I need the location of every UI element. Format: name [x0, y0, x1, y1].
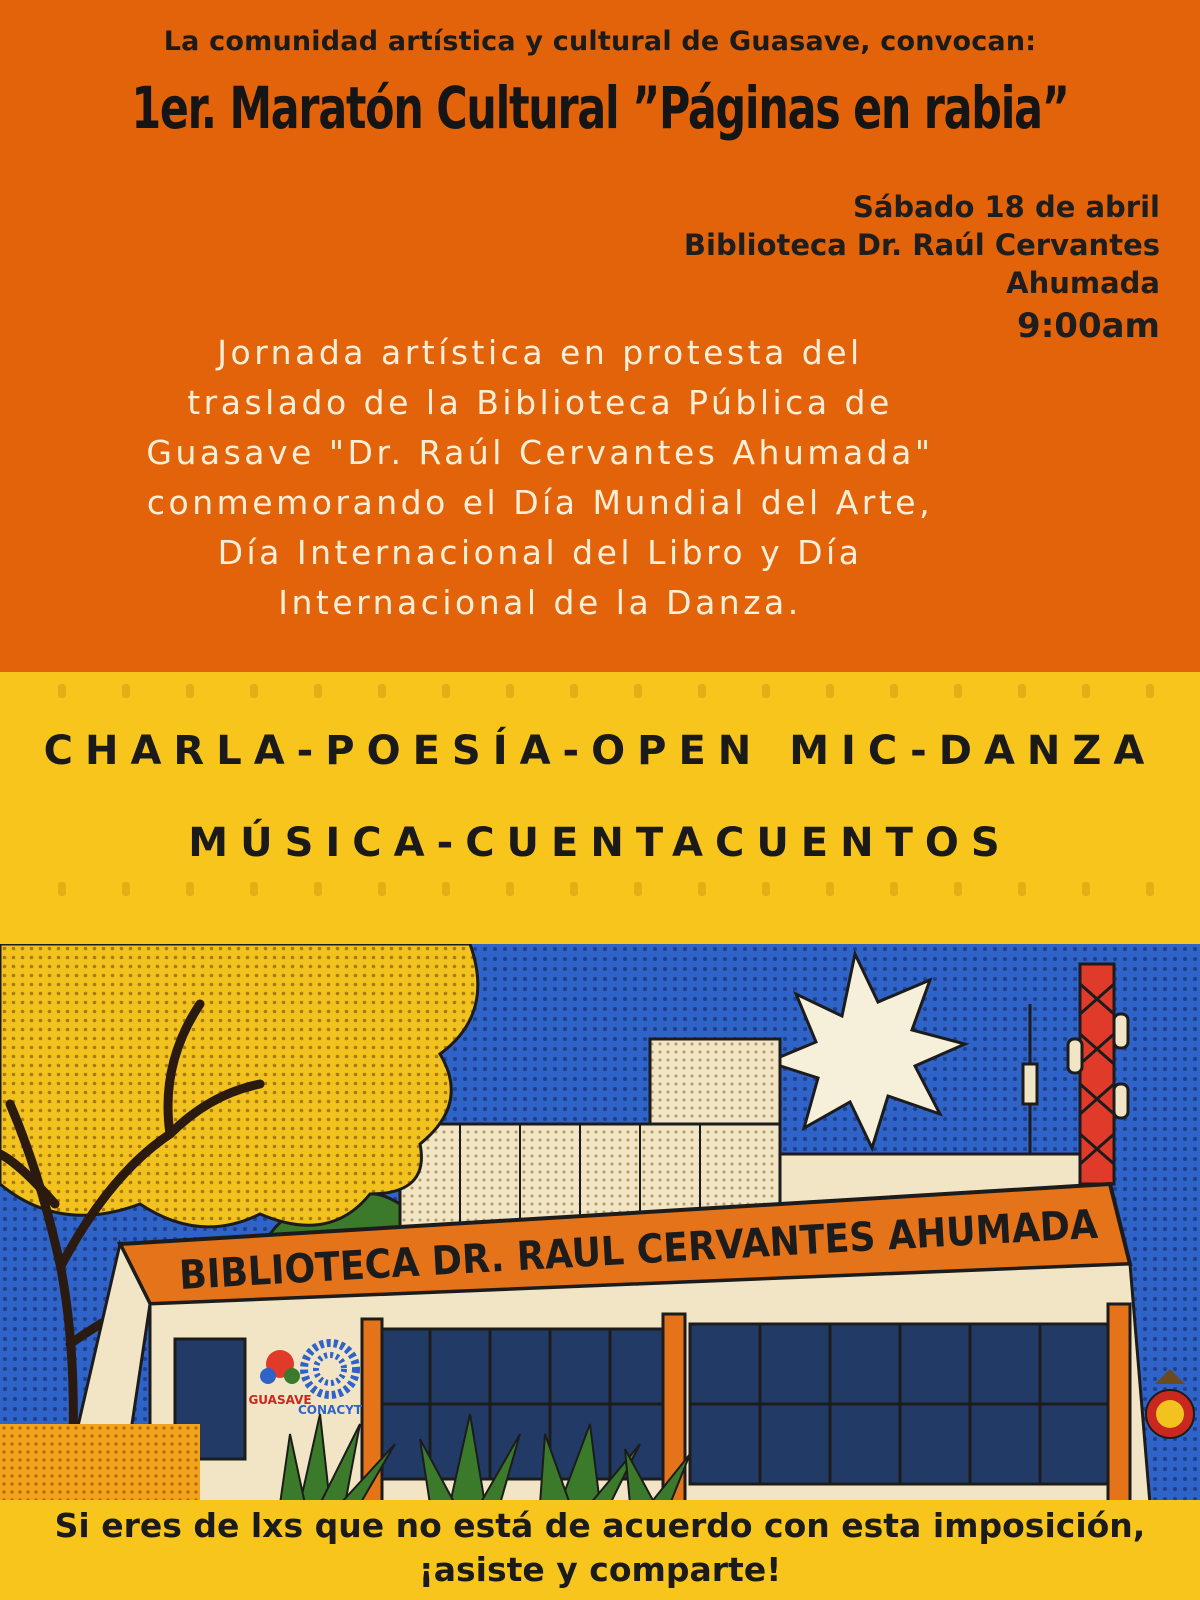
film-dash — [186, 882, 194, 896]
film-dash — [58, 684, 66, 698]
film-dash — [762, 882, 770, 896]
activities-band — [0, 672, 1200, 944]
event-date: Sábado 18 de abril — [852, 190, 1160, 224]
library-illustration — [0, 944, 1200, 1504]
film-dash — [314, 882, 322, 896]
footer-line2: ¡asiste y comparte! — [418, 1550, 782, 1589]
film-dash — [250, 684, 258, 698]
description-line: Internacional de la Danza. — [278, 583, 802, 622]
activities-line2: MÚSICA-CUENTACUENTOS — [188, 820, 1012, 866]
film-dash — [58, 882, 66, 896]
film-dash — [1146, 882, 1154, 896]
event-description — [40, 328, 1040, 628]
event-time: 9:00am — [1017, 306, 1160, 346]
conacyt-logo-text: CONACYT — [297, 1403, 363, 1417]
description-line: conmemorando el Día Mundial del Arte, — [146, 483, 934, 522]
library-illustration-svg — [0, 944, 1200, 1504]
film-dash — [186, 684, 194, 698]
event-title: 1er. Maratón Cultural ”Páginas en rabia” — [131, 74, 1069, 142]
film-dash — [506, 684, 514, 698]
film-dash — [122, 882, 130, 896]
film-dash — [442, 882, 450, 896]
film-dash — [570, 684, 578, 698]
film-dash-row — [0, 684, 1200, 698]
film-dash — [826, 882, 834, 896]
film-dash — [378, 684, 386, 698]
film-dash — [890, 882, 898, 896]
film-dash — [954, 882, 962, 896]
description-line: Día Internacional del Libro y Día — [217, 533, 863, 572]
film-dash — [570, 882, 578, 896]
activities-line1: CHARLA-POESÍA-OPEN MIC-DANZA — [43, 728, 1157, 774]
building-sign-text: BIBLIOTECA DR. RAUL CERVANTES AHUMADA — [177, 1196, 1194, 1299]
film-dash — [314, 684, 322, 698]
event-details — [684, 188, 1160, 346]
film-dash — [762, 684, 770, 698]
film-dash — [1018, 684, 1026, 698]
event-venue-line1: Biblioteca Dr. Raúl Cervantes — [683, 228, 1160, 262]
top-section — [0, 0, 1200, 672]
film-dash — [506, 882, 514, 896]
film-dash — [442, 684, 450, 698]
film-dash-row — [0, 882, 1200, 896]
film-dash — [1146, 684, 1154, 698]
guasave-logo-text: GUASAVE — [248, 1393, 312, 1407]
intro-text: La comunidad artística y cultural de Guasave, convocan: — [163, 26, 1037, 57]
footer-banner — [0, 1500, 1200, 1600]
footer-line1: Si eres de lxs que no está de acuerdo con esta imposición, — [54, 1506, 1146, 1545]
ground — [0, 1424, 200, 1504]
film-dash — [826, 684, 834, 698]
film-dash — [378, 882, 386, 896]
description-line: Guasave "Dr. Raúl Cervantes Ahumada" — [146, 433, 934, 472]
film-dash — [698, 684, 706, 698]
description-line: Jornada artística en protesta del — [217, 333, 863, 372]
film-dash — [1082, 684, 1090, 698]
event-venue-line2: Ahumada — [1006, 266, 1160, 300]
film-dash — [634, 684, 642, 698]
film-dash — [634, 882, 642, 896]
description-line: traslado de la Biblioteca Pública de — [187, 383, 893, 422]
film-dash — [1018, 882, 1026, 896]
film-dash — [890, 684, 898, 698]
film-dash — [954, 684, 962, 698]
film-dash — [698, 882, 706, 896]
film-dash — [1082, 882, 1090, 896]
film-dash — [250, 882, 258, 896]
film-dash — [122, 684, 130, 698]
